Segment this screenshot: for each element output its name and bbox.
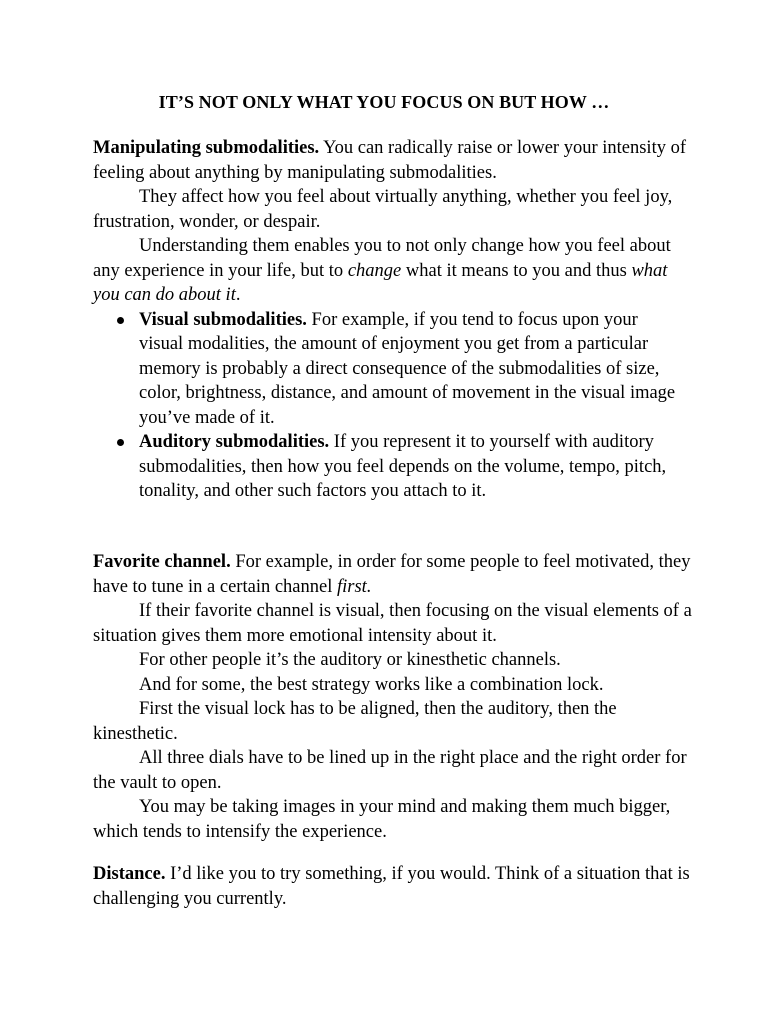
- section-heading: Favorite channel.: [93, 552, 231, 572]
- list-item: [93, 430, 679, 504]
- bullet-heading: Visual submodalities.: [139, 309, 307, 330]
- paragraph: First the visual lock has to be aligned, then the auditory, then the kinesthetic.: [93, 699, 617, 744]
- paragraph: [93, 550, 693, 599]
- section-favorite-channel: [93, 550, 693, 844]
- paragraph-text: I’d like you to try something, if you would. Think of a situation that is challenging you currently.: [93, 864, 690, 909]
- paragraph: For other people it’s the auditory or kinesthetic channels.: [139, 650, 561, 670]
- emphasis-text: what you can do about it: [93, 260, 668, 305]
- emphasis-text: change: [347, 260, 402, 281]
- bullet-text: For example, if you tend to focus upon your visual modalities, the amount of enjoyment you get from a particular memory is probably a direct consequence of the submodalities of size, color, brightness, distance, and amount of movement in the visual image you’ve made of it.: [139, 309, 676, 428]
- bullet-text: If you represent it to yourself with auditory submodalities, then how you feel depends on the volume, tempo, pitch, tonality, and other such factors you attach to it.: [139, 432, 667, 501]
- bullet-icon: [117, 317, 124, 324]
- emphasis-text: first.: [337, 576, 372, 597]
- paragraph-text: .: [235, 285, 241, 305]
- paragraph-text: For example, in order for some people to feel motivated, they have to tune in a certain channel: [93, 552, 691, 597]
- paragraph: All three dials have to be lined up in the right place and the right order for the vault to open.: [93, 748, 687, 793]
- section-manipulating-submodalities: [93, 136, 693, 504]
- paragraph: [93, 234, 693, 308]
- section-heading: Distance.: [93, 864, 166, 884]
- section-heading: Manipulating submodalities.: [93, 138, 320, 158]
- paragraph: They affect how you feel about virtually anything, whether you feel joy, frustration, wonder, or despair.: [93, 187, 673, 232]
- paragraph: If their favorite channel is visual, then focusing on the visual elements of a situation gives them more emotional intensity about it.: [93, 601, 692, 646]
- paragraph: You may be taking images in your mind and making them much bigger, which tends to intensify the experience.: [93, 797, 671, 842]
- paragraph-text: what it means to you and thus: [401, 260, 632, 281]
- list-item: [93, 308, 679, 431]
- paragraph: [93, 862, 693, 911]
- paragraph-text: Understanding them enables you to not only change how you feel about any experience in your life, but to: [93, 236, 671, 281]
- bullet-icon: [117, 439, 124, 446]
- paragraph: [93, 136, 693, 185]
- bullet-heading: Auditory submodalities.: [139, 432, 330, 452]
- page-title: IT’S NOT ONLY WHAT YOU FOCUS ON BUT HOW …: [158, 92, 610, 112]
- paragraph: And for some, the best strategy works like a combination lock.: [139, 674, 604, 695]
- bullet-list: [93, 308, 693, 504]
- section-distance: [93, 862, 693, 911]
- paragraph-text: You can radically raise or lower your intensity of feeling about anything by manipulating submodalities.: [93, 138, 687, 183]
